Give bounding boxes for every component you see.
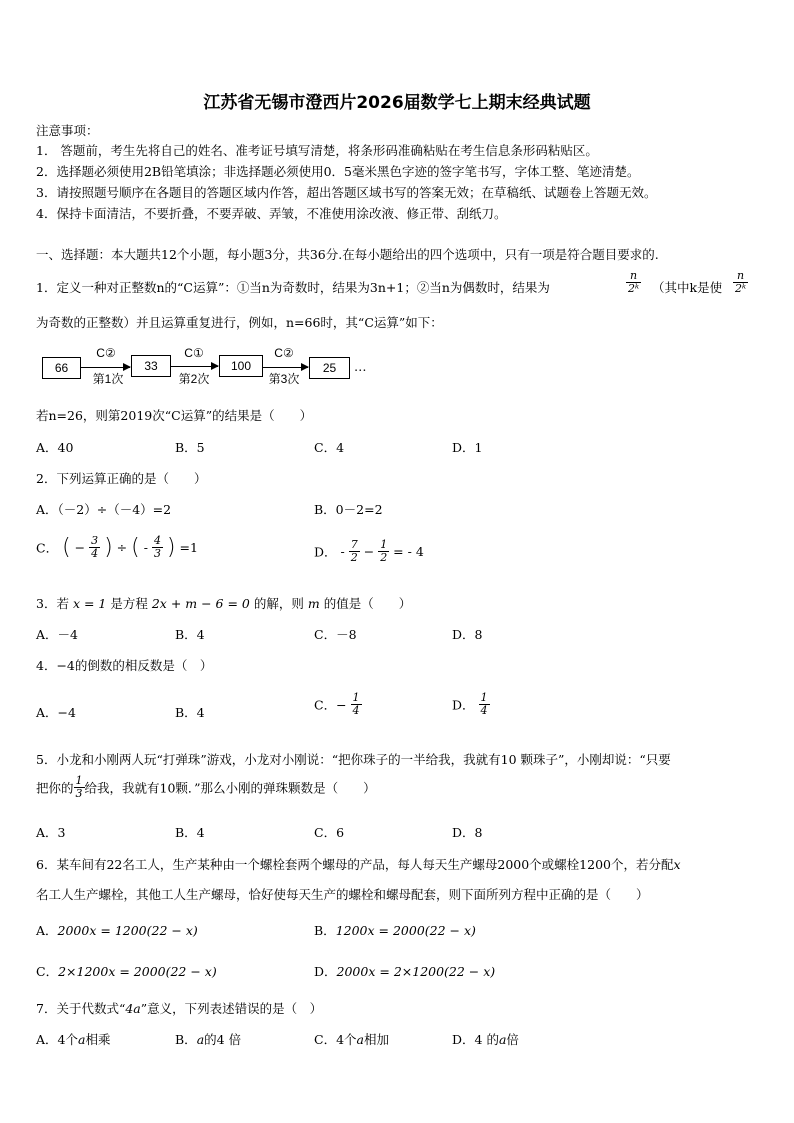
q1-option-c[interactable]: C．4: [314, 440, 345, 455]
q5-option-b[interactable]: B．4: [175, 825, 205, 840]
q4-option-b[interactable]: B．4: [175, 705, 205, 720]
q4-option-c[interactable]: [314, 692, 362, 717]
q6-stem-line2: 名工人生产螺栓，其他工人生产螺母，恰好使每天生产的螺栓和螺母配套，则下面所列方程中正确的是（ ）: [36, 887, 649, 902]
q2-option-c[interactable]: C． ( − $\frac{3}{4}$ ) ÷ ( - $\frac{4}{3}$ ) =1: [36, 534, 198, 560]
q5-option-d[interactable]: D．8: [452, 825, 483, 840]
q2-d-label: D．: [314, 544, 337, 560]
flow-box-66: 66: [42, 357, 81, 379]
flow-step-1: 第1次: [92, 372, 124, 386]
q1-question: 若n=26，则第2019次“C运算”的结果是（ ）: [36, 408, 313, 423]
q7-text-a: 7．关于代数式“: [36, 1001, 126, 1016]
q2-d-minus: -: [340, 544, 345, 559]
q7-b-tail: 的4 倍: [204, 1032, 242, 1047]
q7-c-tail: 相加: [363, 1032, 389, 1047]
page-title: 江苏省无锡市澄西片2026届数学七上期末经典试题: [203, 93, 591, 113]
q6-text-a: 6．某车间有22名工人，生产某种由一个螺栓套两个螺母的产品，每人每天生产螺母2000个或螺栓1200个，若分配: [36, 857, 674, 872]
q7-option-a[interactable]: [36, 1030, 110, 1048]
q7-a-tail: 相乘: [85, 1032, 111, 1047]
flow-step-3: 第3次: [268, 372, 300, 386]
q1-stem-line1: [36, 278, 550, 296]
q4-d-den: 4: [480, 704, 488, 717]
q7-b-var: a: [196, 1032, 205, 1047]
notice-item-1: 1． 答题前，考生先将自己的姓名、准考证号填写清楚，将条形码准确粘贴在考生信息条形码粘贴区。: [36, 143, 598, 158]
q2-c-tail: =1: [179, 540, 198, 555]
q5-option-c[interactable]: C．6: [314, 825, 345, 840]
q6-option-b[interactable]: [314, 921, 476, 939]
flow-box-25: 25: [309, 357, 350, 379]
q1-stem-line2: 为奇数的正整数）并且运算重复进行，例如，n=66时，其“C运算”如下：: [36, 315, 443, 330]
q1-option-a[interactable]: A．40: [36, 440, 74, 455]
notice-heading: 注意事项：: [36, 123, 99, 138]
q4-d-label: D．: [452, 697, 475, 713]
q2-d-f1-den: 2: [350, 551, 358, 564]
q7-c-var: a: [356, 1032, 364, 1047]
flow-arrow-2: [170, 366, 218, 367]
flow-ellipsis: …: [354, 359, 367, 374]
q7-d-tail: 倍: [506, 1032, 519, 1047]
notice-item-3: 3．请按照题号顺序在各题目的答题区域内作答，超出答题区域书写的答案无效；在草稿纸、试题卷上答题无效。: [36, 185, 657, 200]
q2-d-f1-num: 7: [350, 538, 358, 551]
notice-item-2: 2．选择题必须使用2B铅笔填涂；非选择题必须使用0．5毫米黑色字迹的签字笔书写，字体工整、笔迹清楚。: [36, 164, 640, 179]
q6-c-eq: 2×1200x = 2000(22 − x): [58, 964, 217, 979]
q6-x: x: [673, 857, 681, 872]
q2-c-f2-num: 4: [153, 534, 161, 547]
q6-d-label: D．: [314, 964, 337, 979]
q2-option-b[interactable]: B．0－2=2: [314, 502, 383, 517]
q5-frac-num: 1: [75, 774, 83, 787]
q7-d-text: D．4 的: [452, 1032, 499, 1047]
q5-text-a: 把你的: [36, 780, 74, 796]
q3-m: m: [307, 596, 320, 611]
q6-option-a[interactable]: [36, 921, 198, 939]
q7-option-b[interactable]: [175, 1030, 241, 1048]
q1-frac2-den: 2ᵏ: [735, 282, 747, 295]
q7-c-text: C．4个: [314, 1032, 357, 1047]
q1-frac1-num: n: [626, 270, 641, 283]
q2-c-minus2: -: [143, 540, 148, 555]
q3-option-a[interactable]: A．－4: [36, 627, 78, 642]
q3-option-c[interactable]: C．－8: [314, 627, 357, 642]
q4-c-den: 4: [352, 704, 360, 717]
q2-d-f2-den: 2: [380, 551, 388, 564]
q3-option-b[interactable]: B．4: [175, 627, 205, 642]
q6-d-eq: 2000x = 2×1200(22 − x): [336, 964, 496, 979]
q1-text-b: （其中k是使: [652, 280, 723, 295]
q1-fraction-1: [626, 270, 641, 295]
q4-c-label: C．−: [314, 697, 347, 713]
q7-d-var: a: [498, 1032, 507, 1047]
q2-d-op: −: [363, 544, 375, 559]
q6-c-label: C．: [36, 964, 59, 979]
q6-option-c[interactable]: [36, 962, 217, 980]
q3-text-c: 的解，则: [253, 596, 304, 611]
q3-text-d: 的值是（ ）: [323, 596, 412, 611]
q1-text-a: 1．定义一种对正整数n的“C运算”：①当n为奇数时，结果为3n+1；②当n为偶数时，结果为: [36, 280, 550, 295]
q2-c-f2-den: 3: [153, 547, 161, 560]
q7-b-text: B．: [175, 1032, 197, 1047]
q5-option-a[interactable]: A．3: [36, 825, 66, 840]
q1-frac1-den: 2ᵏ: [628, 282, 640, 295]
q6-b-label: B．: [314, 923, 336, 938]
q2-c-label: C．: [36, 540, 59, 556]
q4-d-num: 1: [480, 691, 488, 704]
q5-stem-line1: 5．小龙和小刚两人玩“打弹珠”游戏，小龙对小刚说：“把你珠子的一半给我，我就有10 颗珠子”，小刚却说：“只要: [36, 752, 671, 767]
q2-option-a[interactable]: A．（－2）÷（－4）=2: [36, 502, 172, 517]
q3-option-d[interactable]: D．8: [452, 627, 483, 642]
q2-c-div: ÷: [116, 540, 128, 555]
q5-stem-line2: [36, 775, 376, 800]
q7-text-b: ”意义，下列表述错误的是（ ）: [140, 1001, 323, 1016]
q4-option-d[interactable]: [452, 692, 490, 717]
q2-option-d[interactable]: [314, 539, 424, 564]
q3-equation: 2x + m − 6 = 0: [151, 596, 250, 611]
q3-text-b: 是方程: [110, 596, 148, 611]
q3-x-eq: x = 1: [72, 596, 107, 611]
q2-d-f2-num: 1: [380, 538, 388, 551]
q1-option-d[interactable]: D．1: [452, 440, 483, 455]
q4-c-num: 1: [352, 691, 360, 704]
q6-option-d[interactable]: [314, 962, 495, 980]
q2-c-f1-num: 3: [91, 534, 99, 547]
flow-op-1: C②: [96, 346, 116, 360]
flow-box-33: 33: [131, 355, 171, 377]
q7-stem: [36, 999, 322, 1017]
flow-op-2: C①: [184, 346, 204, 360]
flow-box-100: 100: [219, 355, 263, 377]
q1-option-b[interactable]: B．5: [175, 440, 205, 455]
flow-op-3: C②: [274, 346, 294, 360]
q7-a-text: A．4个: [36, 1032, 78, 1047]
q7-a-var: a: [77, 1032, 86, 1047]
q6-b-eq: 1200x = 2000(22 − x): [335, 923, 476, 938]
q6-a-label: A．: [36, 923, 58, 938]
q7-option-d[interactable]: [452, 1030, 519, 1048]
notice-item-4: 4．保持卡面清洁，不要折叠，不要弄破、弄皱，不准使用涂改液、修正带、刮纸刀。: [36, 206, 507, 221]
q4-stem: 4．−4的倒数的相反数是（ ）: [36, 658, 213, 673]
q2-stem: 2．下列运算正确的是（ ）: [36, 471, 207, 486]
q2-c-minus1: −: [74, 540, 86, 555]
q2-c-f1-den: 4: [91, 547, 99, 560]
flow-arrow-1: [80, 367, 130, 368]
q6-a-eq: 2000x = 1200(22 − x): [57, 923, 198, 938]
q3-text-a: 3．若: [36, 596, 69, 611]
section-heading: 一、选择题：本大题共12个小题，每小题3分，共36分.在每小题给出的四个选项中，只有一项是符合题目要求的.: [36, 247, 659, 262]
q4-option-a[interactable]: A．−4: [36, 705, 76, 720]
q5-frac-den: 3: [75, 787, 83, 800]
q7-option-c[interactable]: [314, 1030, 389, 1048]
flow-step-2: 第2次: [178, 372, 210, 386]
q1-frac2-num: n: [733, 270, 748, 283]
q5-text-b: 给我，我就有10颗．”那么小刚的弹珠颗数是（ ）: [84, 780, 376, 796]
q3-stem: [36, 594, 411, 612]
q2-d-tail: = - 4: [393, 544, 424, 559]
q1-fraction-2: [733, 270, 748, 295]
q6-stem-line1: [36, 855, 681, 873]
flow-arrow-3: [262, 367, 308, 368]
q7-4a: 4a: [125, 1001, 141, 1016]
